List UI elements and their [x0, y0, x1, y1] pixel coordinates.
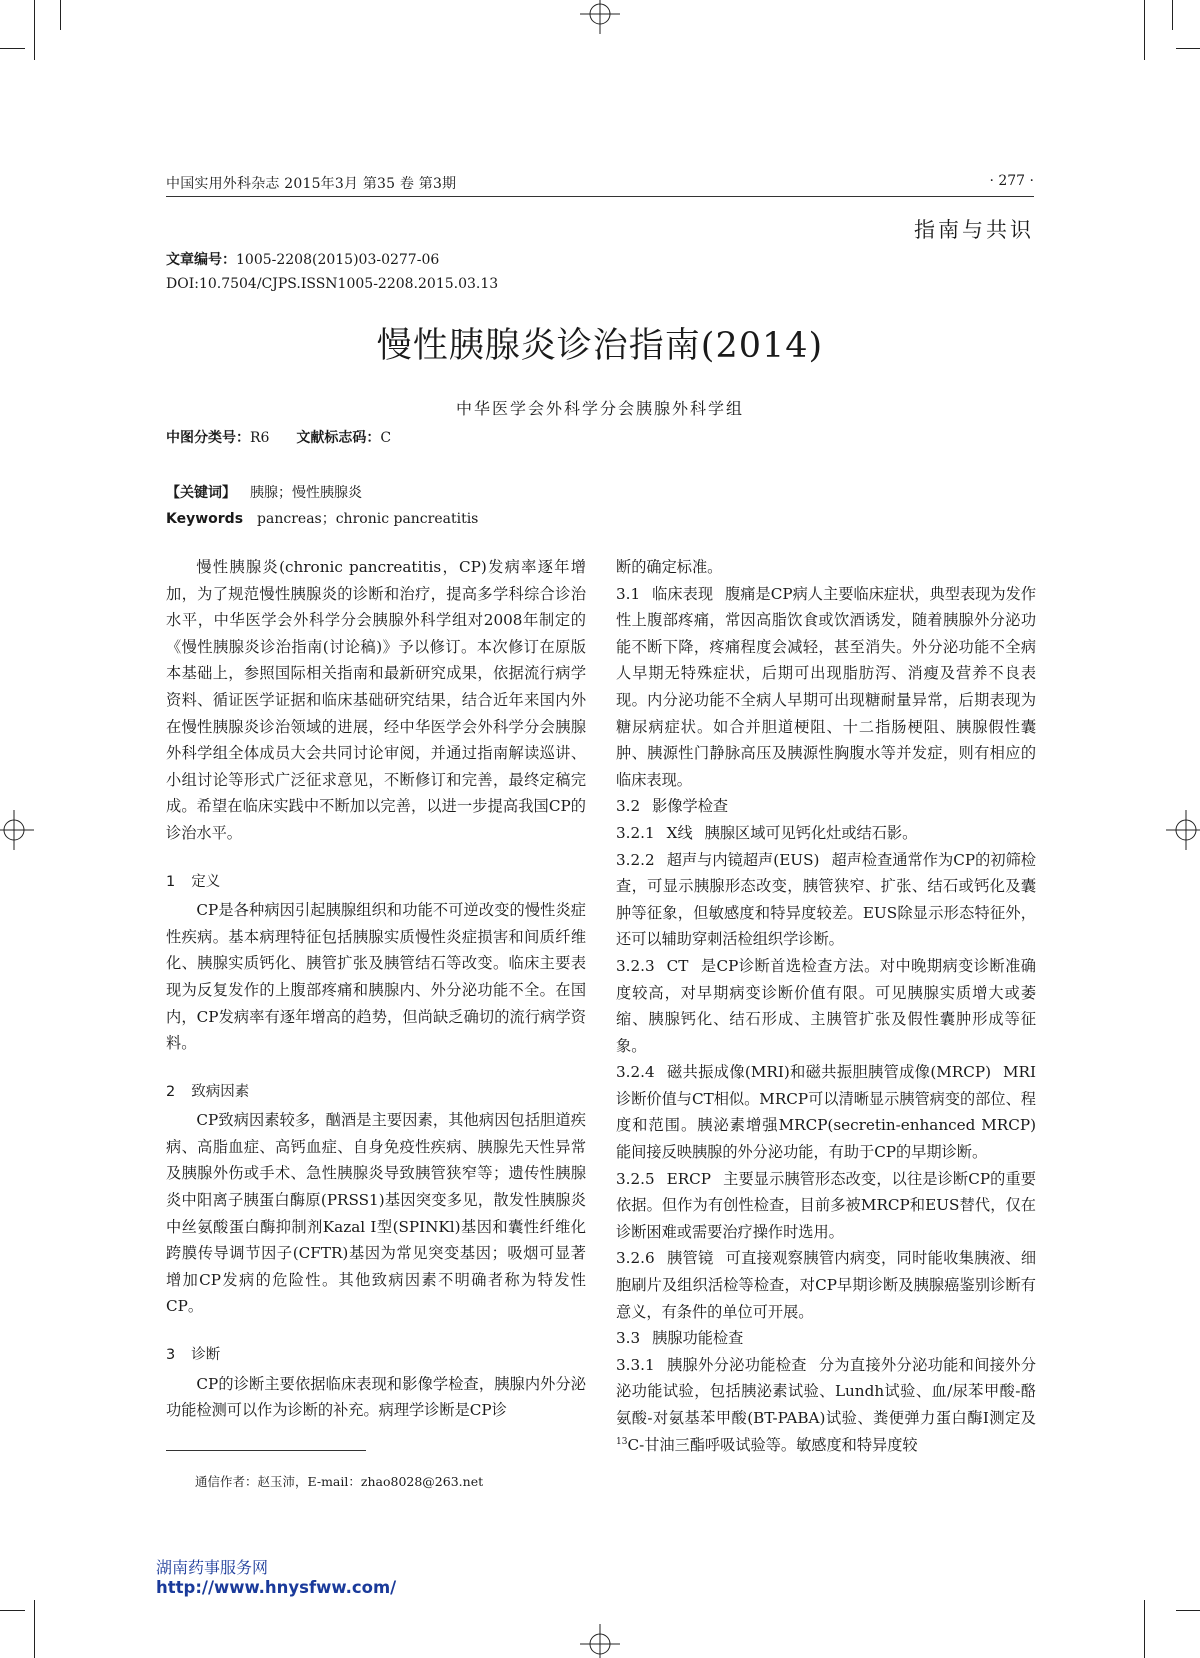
- section-3-3-1-text-a: 分为直接外分泌功能和间接外分泌功能试验，包括胰泌素试验、Lundh试验、血/尿苯甲酸-酪氨酸-对氨基苯甲酸(BT-PABA)试验、粪便弹力蛋白酶Ⅰ测定及: [616, 1355, 1037, 1427]
- running-head: 中国实用外科杂志 2015年3月 第35 卷 第3期: [166, 176, 457, 192]
- section-3-2-2-number: 3.2.2: [616, 850, 655, 869]
- section-3-2-number: 3.2: [616, 797, 641, 816]
- watermark-site-name: 湖南药事服务网: [156, 1558, 269, 1577]
- section-3-2-1-number: 3.2.1: [616, 823, 655, 842]
- section-3-1: [616, 581, 1036, 794]
- section-2-title: 致病因素: [191, 1083, 250, 1100]
- section-3-2-4: [616, 1059, 1036, 1165]
- registration-mark-right: [1156, 808, 1200, 852]
- section-3-2-2-title: 超声与内镜超声(EUS): [666, 850, 820, 869]
- left-column: [166, 554, 586, 1424]
- section-3-3-1: [616, 1352, 1036, 1458]
- right-column: [616, 554, 1036, 1458]
- section-3-2-1: [616, 820, 1036, 847]
- crop-mark-top-right-v2: [1172, 0, 1173, 30]
- registration-mark-bottom: [578, 1614, 622, 1658]
- section-label: 指南与共识: [914, 218, 1034, 242]
- section-3-3-title: 胰腺功能检查: [652, 1329, 744, 1348]
- section-3-2-4-text: MRI诊断价值与CT相似。MRCP可以清晰显示胰管病变的部位、程度和范围。胰泌素增强MRCP(secretin-enhanced MRCP)能间接反映胰腺的外分泌功能，有助于CP的早期诊断。: [616, 1063, 1036, 1162]
- article-number-label: 文章编号：: [166, 252, 236, 268]
- crop-mark-top-right-h: [1176, 48, 1200, 49]
- section-3-3-1-title: 胰腺外分泌功能检查: [666, 1355, 807, 1374]
- section-3-text: CP的诊断主要依据临床表现和影像学检查，胰腺内外分泌功能检测可以作为诊断的补充。病理学诊断是CP诊: [166, 1374, 586, 1420]
- section-3-1-text: 腹痛是CP病人主要临床症状，典型表现为发作性上腹部疼痛，常因高脂饮食或饮酒诱发，随着胰腺外分泌功能不断下降，疼痛程度会减轻，甚至消失。外分泌功能不全病人早期无特殊症状，后期可出现脂肪泻、消瘦及营养不良表现。内分泌功能不全病人早期可出现糖耐量异常，后期表现为糖尿病症状。如合并胆道梗阻、十二指肠梗阻、胰腺假性囊肿、胰源性门静脉高压及胰源性胸腹水等并发症，则有相应的临床表现。: [616, 584, 1037, 789]
- crop-mark-bottom-left-v: [34, 1600, 35, 1658]
- section-3-2-title: 影像学检查: [652, 797, 729, 816]
- section-3-2-3: [616, 953, 1036, 1059]
- registration-mark-top: [578, 0, 622, 44]
- authors: 中华医学会外科学分会胰腺外科学组: [455, 399, 744, 418]
- clc-value: R6: [250, 430, 270, 446]
- header-rule: [166, 196, 1034, 197]
- keywords-cn-label: 【关键词】: [166, 485, 236, 501]
- crop-mark-top-left-h: [0, 48, 25, 49]
- section-3-2-6-title: 胰管镜: [666, 1249, 714, 1268]
- crop-mark-top-left-v2: [60, 0, 61, 30]
- section-1-text: CP是各种病因引起胰腺组织和功能不可逆改变的慢性炎症性疾病。基本病理特征包括胰腺实质慢性炎症损害和间质纤维化、胰腺实质钙化、胰管扩张及胰管结石等改变。临床主要表现为反复发作的上腹部疼痛和胰腺内、外分泌功能不全。在国内，CP发病率有逐年增高的趋势，但尚缺乏确切的流行病学资料。: [166, 901, 586, 1053]
- article-number-value: 1005-2208(2015)03-0277-06: [236, 252, 440, 268]
- keywords-en-label: Keywords: [166, 511, 244, 527]
- registration-mark-left: [0, 808, 44, 852]
- section-3-3: [616, 1325, 1036, 1352]
- section-2-heading: [166, 1079, 586, 1106]
- section-3-2-4-title: 磁共振成像(MRI)和磁共振胆胰管成像(MRCP): [666, 1063, 991, 1082]
- section-3-number: 3: [166, 1347, 176, 1364]
- section-3-2-6-number: 3.2.6: [616, 1249, 655, 1268]
- section-3-3-number: 3.3: [616, 1329, 641, 1348]
- crop-mark-bottom-right-v: [1144, 1600, 1145, 1658]
- section-3-title: 诊断: [191, 1347, 221, 1364]
- keywords-cn-value: 胰腺；慢性胰腺炎: [250, 485, 362, 501]
- section-3-3-1-number: 3.3.1: [616, 1355, 655, 1374]
- section-3-2-2-text: 超声检查通常作为CP的初筛检查，可显示胰腺形态改变，胰管狭窄、扩张、结石或钙化及囊肿等征象，但敏感度和特异度较差。EUS除显示形态特征外，还可以辅助穿刺活检组织学诊断。: [616, 850, 1036, 949]
- section-3-2-6: [616, 1245, 1036, 1325]
- section-1-heading: [166, 869, 586, 896]
- keywords-en-value: pancreas；chronic pancreatitis: [257, 511, 479, 527]
- section-2-text: CP致病因素较多，酗酒是主要因素，其他病因包括胆道疾病、高脂血症、高钙血症、自身免疫性疾病、胰腺先天性异常及胰腺外伤或手术、急性胰腺炎导致胰管狭窄等；遗传性胰腺炎中阳离子胰蛋白酶原(PRSS1)基因突变多见，散发性胰腺炎中丝氨酸蛋白酶抑制剂Kazal Ⅰ型(SPINKl)基因和囊性纤维化跨膜传导调节因子(CFTR)基因为常见突变基因；吸烟可显著增加CP发病的危险性。其他致病因素不明确者称为特发性CP。: [166, 1111, 586, 1316]
- crop-mark-bottom-left-h: [0, 1610, 25, 1611]
- section-3-2-3-text: 是CP诊断首选检查方法。对中晚期病变诊断准确度较高，对早期病变诊断价值有限。可见胰腺实质增大或萎缩、胰腺钙化、结石形成、主胰管扩张及假性囊肿形成等征象。: [616, 956, 1036, 1055]
- section-3-3-1-text-b: C-甘油三酯呼吸试验等。敏感度和特异度较: [627, 1435, 918, 1454]
- intro-paragraph: 慢性胰腺炎(chronic pancreatitis，CP)发病率逐年增加，为了规范慢性胰腺炎的诊断和治疗，提高多学科综合诊治水平，中华医学会外科学分会胰腺外科学组对2008年制定的《慢性胰腺炎诊治指南(讨论稿)》予以修订。本次修订在原版本基础上，参照国际相关指南和最新研究成果，依据流行病学资料、循证医学证据和临床基础研究结果，结合近年来国内外在慢性胰腺炎诊治领域的进展，经中华医学会外科学分会胰腺外科学组全体成员大会共同讨论审阅，并通过指南解读巡讲、小组讨论等形式广泛征求意见，不断修订和完善，最终定稿完成。希望在临床实践中不断加以完善，以进一步提高我国CP的诊治水平。: [166, 558, 586, 842]
- section-3-2-4-number: 3.2.4: [616, 1063, 655, 1082]
- corresponding-author-footnote: 通信作者：赵玉沛，E-mail：zhao8028@263.net: [195, 1474, 484, 1489]
- keywords-en: [166, 508, 478, 528]
- section-3-2-1-title: X线: [666, 823, 693, 842]
- doi: DOI:10.7504/CJPS.ISSN1005-2208.2015.03.13: [166, 276, 499, 292]
- page-number: · 277 ·: [989, 173, 1034, 189]
- watermark-url[interactable]: http://www.hnysfww.com/: [156, 1578, 397, 1597]
- clc-label: 中图分类号：: [166, 430, 250, 446]
- paper-title: 慢性胰腺炎诊治指南(2014): [376, 326, 824, 366]
- section-3-heading: [166, 1342, 586, 1369]
- classification-line: [166, 427, 391, 447]
- section-3-2-5: [616, 1166, 1036, 1246]
- section-3-2-5-number: 3.2.5: [616, 1169, 655, 1188]
- section-3-2-5-text: 主要显示胰管形态改变，以往是诊断CP的重要依据。但作为有创性检查，目前多被MRCP和EUS替代，仅在诊断困难或需要治疗操作时选用。: [616, 1169, 1036, 1241]
- section-3-2-2: [616, 847, 1036, 953]
- section-3-2-5-title: ERCP: [666, 1169, 712, 1188]
- section-3-1-title: 临床表现: [652, 584, 714, 603]
- crop-mark-top-left-v: [34, 0, 35, 60]
- section-3-2-3-number: 3.2.3: [616, 956, 655, 975]
- doc-code-value: C: [380, 430, 392, 446]
- section-3-2-1-text: 胰腺区域可见钙化灶或结石影。: [704, 823, 918, 842]
- crop-mark-bottom-right-h: [1176, 1610, 1200, 1611]
- footnote-rule: [166, 1450, 366, 1451]
- section-3-2-6-text: 可直接观察胰管内病变，同时能收集胰液、细胞刷片及组织活检等检查，对CP早期诊断及胰腺癌鉴别诊断有意义，有条件的单位可开展。: [616, 1249, 1037, 1321]
- section-3-2-3-title: CT: [666, 956, 689, 975]
- section-2-number: 2: [166, 1083, 176, 1100]
- section-3-2: [616, 793, 1036, 820]
- continuation-text: 断的确定标准。: [616, 558, 723, 576]
- section-3-1-number: 3.1: [616, 584, 641, 603]
- section-3-3-1-superscript: 13: [616, 1436, 628, 1447]
- doc-code-label: 文献标志码：: [296, 430, 381, 446]
- section-1-title: 定义: [191, 873, 221, 890]
- keywords-cn: [166, 482, 362, 502]
- crop-mark-top-right-v: [1144, 0, 1145, 60]
- article-number: [166, 249, 439, 269]
- section-1-number: 1: [166, 873, 176, 890]
